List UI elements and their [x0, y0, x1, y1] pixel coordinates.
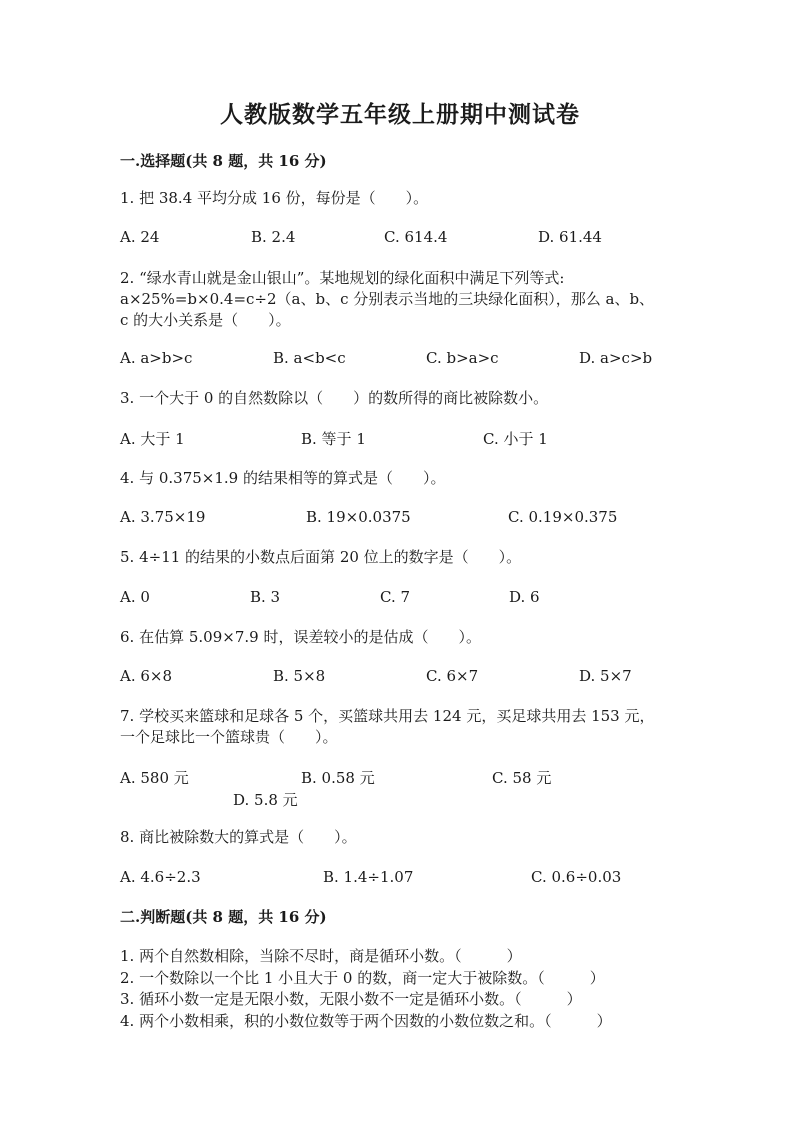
question-3-option-c: C. 小于 1	[483, 430, 548, 448]
question-7-text-line-1: 7. 学校买来篮球和足球各 5 个，买篮球共用去 124 元，买足球共用去 153 元，	[120, 707, 655, 725]
question-7-option-d: D. 5.8 元	[233, 791, 298, 809]
question-2-option-a: A. a>b>c	[120, 349, 193, 367]
question-5-option-c: C. 7	[380, 588, 411, 606]
question-4-text: 4. 与 0.375×1.9 的结果相等的算式是（ ）。	[120, 469, 446, 487]
question-6-option-b: B. 5×8	[273, 667, 326, 685]
question-8-option-a: A. 4.6÷2.3	[120, 868, 201, 886]
question-2-text-line-3: c 的大小关系是（ ）。	[120, 311, 291, 329]
question-2-text-line-2: a×25%=b×0.4=c÷2（a、b、c 分别表示当地的三块绿化面积），那么 a、b、	[120, 290, 655, 308]
judge-question-1: 1. 两个自然数相除，当除不尽时，商是循环小数。（ ）	[120, 947, 522, 965]
question-2-option-b: B. a<b<c	[273, 349, 346, 367]
question-7-option-a: A. 580 元	[120, 769, 189, 787]
question-3-text: 3. 一个大于 0 的自然数除以（ ）的数所得的商比被除数小。	[120, 389, 549, 407]
question-5-option-a: A. 0	[120, 588, 150, 606]
question-6-option-a: A. 6×8	[120, 667, 173, 685]
question-1-option-d: D. 61.44	[538, 228, 602, 246]
judge-question-4: 4. 两个小数相乘，积的小数位数等于两个因数的小数位数之和。（ ）	[120, 1012, 612, 1030]
question-2-option-c: C. b>a>c	[426, 349, 499, 367]
judge-question-2: 2. 一个数除以一个比 1 小且大于 0 的数，商一定大于被除数。（ ）	[120, 969, 605, 987]
question-8-option-b: B. 1.4÷1.07	[323, 868, 414, 886]
question-6-option-c: C. 6×7	[426, 667, 479, 685]
question-5-option-b: B. 3	[250, 588, 281, 606]
page-title: 人教版数学五年级上册期中测试卷	[220, 101, 580, 128]
question-1-option-a: A. 24	[120, 228, 160, 246]
question-2-text-line-1: 2. “绿水青山就是金山银山”。某地规划的绿化面积中满足下列等式:	[120, 269, 565, 287]
question-7-option-c: C. 58 元	[492, 769, 552, 787]
question-1-text: 1. 把 38.4 平均分成 16 份，每份是（ ）。	[120, 189, 429, 207]
question-1-option-b: B. 2.4	[251, 228, 296, 246]
judge-question-3: 3. 循环小数一定是无限小数，无限小数不一定是循环小数。（ ）	[120, 990, 582, 1008]
question-5-option-d: D. 6	[509, 588, 540, 606]
section-heading-judge: 二.判断题(共 8 题，共 16 分)	[120, 908, 327, 926]
question-6-option-d: D. 5×7	[579, 667, 632, 685]
question-1-option-c: C. 614.4	[384, 228, 448, 246]
question-5-text: 5. 4÷11 的结果的小数点后面第 20 位上的数字是（ ）。	[120, 548, 522, 566]
question-3-option-b: B. 等于 1	[301, 430, 366, 448]
question-8-text: 8. 商比被除数大的算式是（ ）。	[120, 828, 357, 846]
question-8-option-c: C. 0.6÷0.03	[531, 868, 622, 886]
question-6-text: 6. 在估算 5.09×7.9 时，误差较小的是估成（ ）。	[120, 628, 481, 646]
question-4-option-a: A. 3.75×19	[120, 508, 206, 526]
question-7-text-line-2: 一个足球比一个篮球贵（ ）。	[120, 728, 338, 746]
question-4-option-c: C. 0.19×0.375	[508, 508, 618, 526]
question-3-option-a: A. 大于 1	[120, 430, 185, 448]
section-heading-choice: 一.选择题(共 8 题，共 16 分)	[120, 152, 327, 170]
question-7-option-b: B. 0.58 元	[301, 769, 375, 787]
question-2-option-d: D. a>c>b	[579, 349, 653, 367]
question-4-option-b: B. 19×0.0375	[306, 508, 411, 526]
